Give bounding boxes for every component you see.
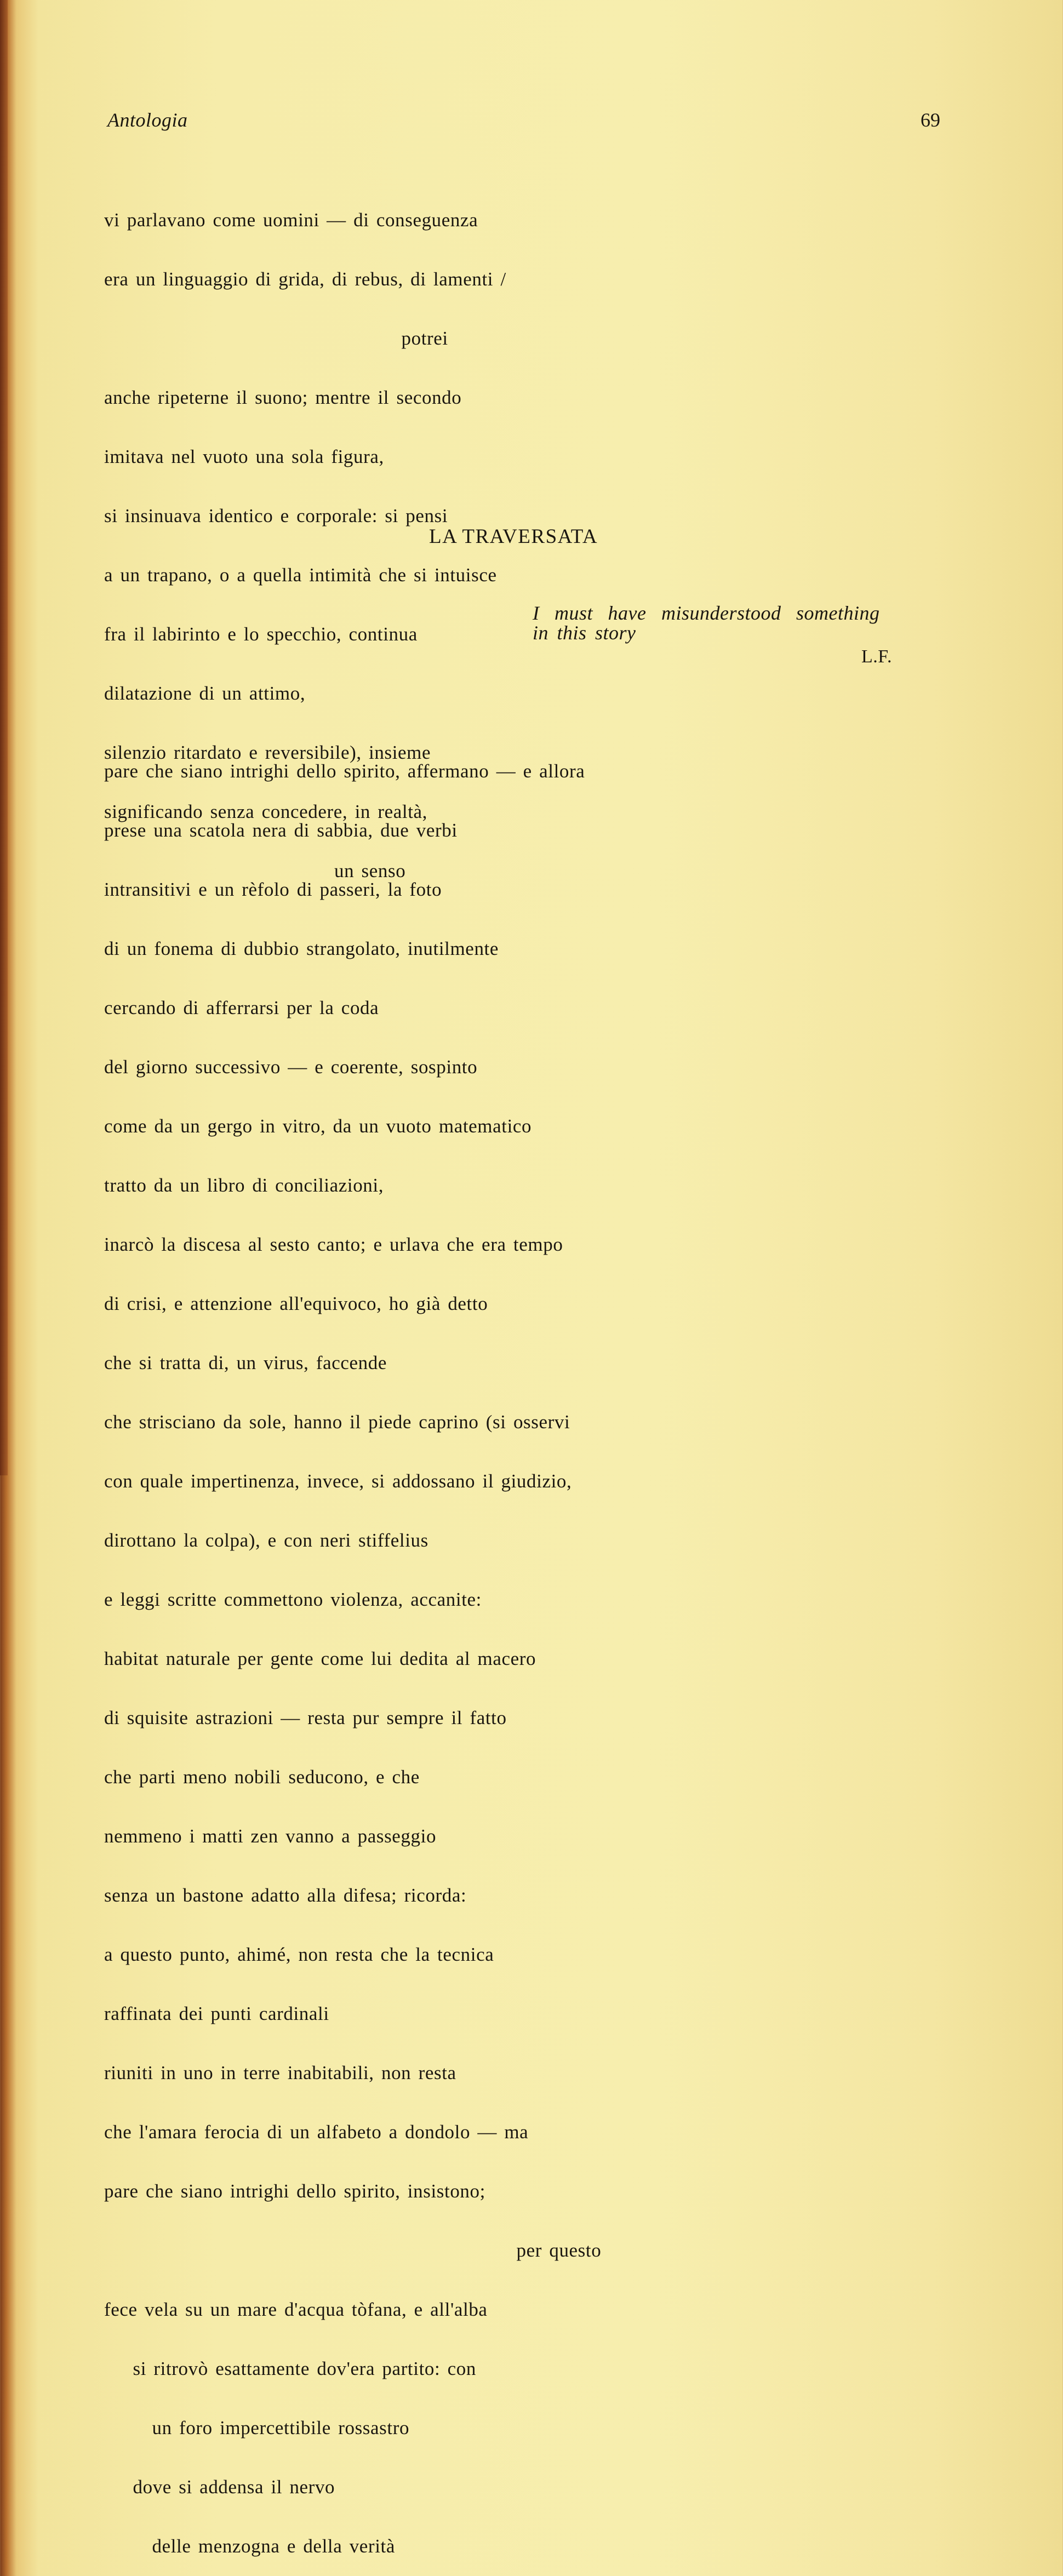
verse-line: del giorno successivo — e coerente, sospinto	[104, 1056, 478, 1078]
verse-line: per questo	[516, 2240, 602, 2261]
page-number: 69	[921, 109, 940, 131]
verse-line: di squisite astrazioni — resta pur sempre il fatto	[104, 1707, 507, 1728]
verse-line: che parti meno nobili seducono, e che	[104, 1766, 420, 1788]
verse-line: anche ripeterne il suono; mentre il secondo	[104, 387, 462, 408]
verse-line: si insinuava identico e corporale: si pensi	[104, 505, 448, 526]
epigraph-line: in this story	[533, 622, 636, 644]
verse-line: intransitivi e un rèfolo di passeri, la foto	[104, 879, 442, 900]
verse-line: senza un bastone adatto alla difesa; ricorda:	[104, 1885, 467, 1906]
verse-line: di un fonema di dubbio strangolato, inutilmente	[104, 938, 499, 959]
verse-line: fra il labirinto e lo specchio, continua	[104, 623, 418, 645]
verse-line: raffinata dei punti cardinali	[104, 2003, 329, 2024]
running-head: Antologia	[107, 109, 188, 131]
poem-title: LA TRAVERSATA	[429, 525, 598, 548]
verse-line: pare che siano intrighi dello spirito, affermano — e allora	[104, 760, 585, 782]
verse-line: un senso	[334, 860, 406, 881]
verse-line: di crisi, e attenzione all'equivoco, ho già detto	[104, 1293, 488, 1314]
verse-line: vi parlavano come uomini — di conseguenza	[104, 209, 478, 231]
verse-line: dove si addensa il nervo	[133, 2476, 335, 2498]
verse-line: che strisciano da sole, hanno il piede caprino (si osservi	[104, 1411, 570, 1433]
verse-line: come da un gergo in vitro, da un vuoto matematico	[104, 1115, 532, 1137]
verse-line: e leggi scritte commettono violenza, accanite:	[104, 1589, 482, 1610]
epigraph	[533, 603, 879, 643]
verse-line: fece vela su un mare d'acqua tòfana, e all'alba	[104, 2299, 488, 2320]
verse-line: a questo punto, ahimé, non resta che la tecnica	[104, 1944, 494, 1965]
page-edge	[0, 0, 8, 1475]
verse-line: riuniti in uno in terre inabitabili, non resta	[104, 2062, 456, 2083]
verse-line: inarcò la discesa al sesto canto; e urlava che era tempo	[104, 1234, 563, 1255]
verse-line: significando senza concedere, in realtà,	[104, 801, 428, 822]
epigraph-author: L.F.	[861, 646, 892, 667]
verse-line: si ritrovò esattamente dov'era partito: con	[133, 2358, 476, 2379]
epigraph-line: I must have misunderstood something	[533, 602, 880, 624]
verse-line: habitat naturale per gente come lui dedita al macero	[104, 1648, 536, 1669]
verse-line: potrei	[401, 328, 448, 349]
verse-line: imitava nel vuoto una sola figura,	[104, 446, 384, 467]
verse-line: pare che siano intrighi dello spirito, insistono;	[104, 2180, 485, 2202]
verse-line: cercando di afferrarsi per la coda	[104, 997, 379, 1018]
verse-line: silenzio ritardato e reversibile), insieme	[104, 742, 431, 763]
poem-body	[104, 722, 601, 2576]
verse-line: che l'amara ferocia di un alfabeto a dondolo — ma	[104, 2121, 529, 2143]
verse-line: era un linguaggio di grida, di rebus, di lamenti /	[104, 268, 506, 290]
verse-line: a un trapano, o a quella intimità che si intuisce	[104, 564, 497, 586]
verse-line: che si tratta di, un virus, faccende	[104, 1352, 387, 1373]
verse-line: dilatazione di un attimo,	[104, 683, 306, 704]
verse-line: nemmeno i matti zen vanno a passeggio	[104, 1825, 437, 1847]
verse-line: un foro impercettibile rossastro	[152, 2417, 410, 2438]
verse-line: dirottano la colpa), e con neri stiffelius	[104, 1530, 428, 1551]
verse-line: con quale impertinenza, invece, si addossano il giudizio,	[104, 1470, 572, 1492]
verse-line: prese una scatola nera di sabbia, due verbi	[104, 820, 458, 841]
verse-line: tratto da un libro di conciliazioni,	[104, 1175, 384, 1196]
verse-line: delle menzogna e della verità	[152, 2535, 395, 2557]
